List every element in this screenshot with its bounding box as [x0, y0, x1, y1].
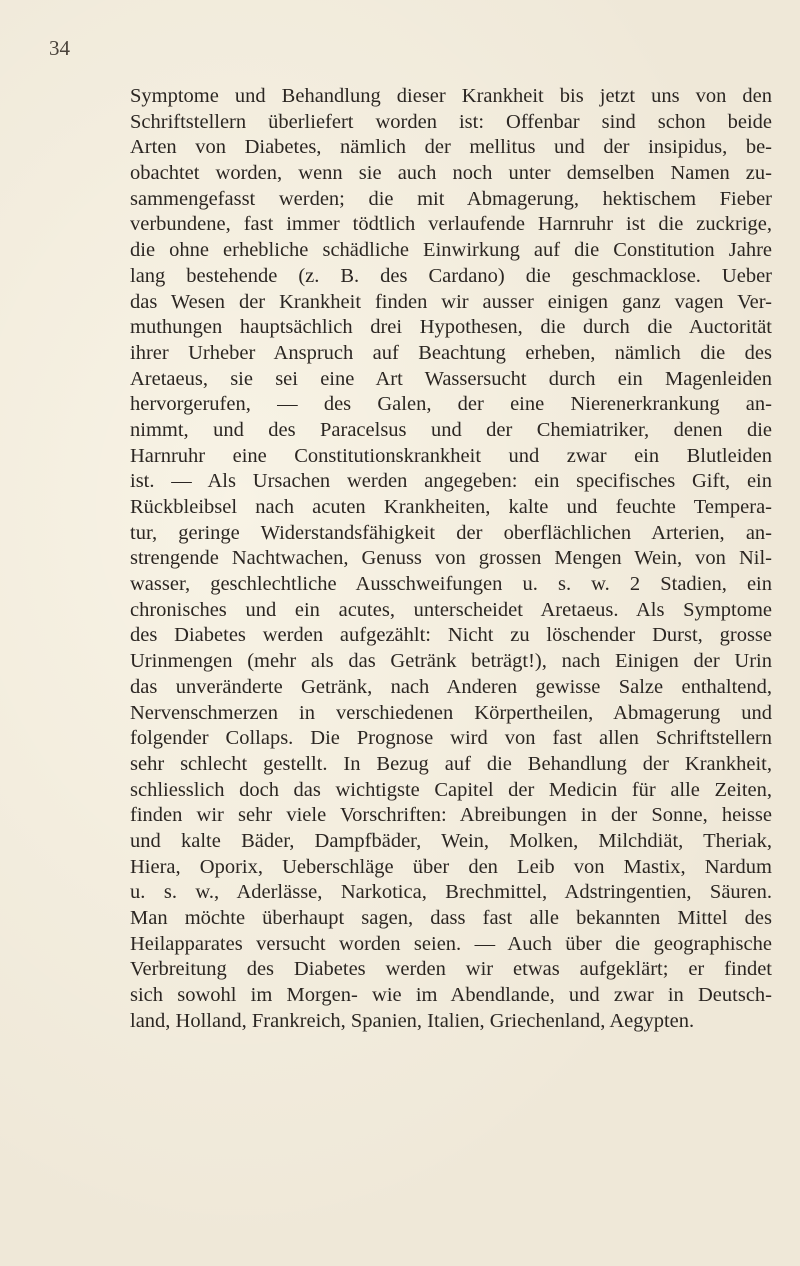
- text-line: chronisches und ein acutes, unterscheidet Aretaeus. Als Symptome: [130, 598, 772, 621]
- text-line: land, Holland, Frankreich, Spanien, Italien, Griechenland, Aegypten.: [130, 1009, 695, 1032]
- page-number: 34: [49, 36, 70, 60]
- text-line: lang bestehende (z. B. des Cardano) die geschmacklose. Ueber: [130, 264, 772, 287]
- text-line: finden wir sehr viele Vorschriften: Abreibungen in der Sonne, heisse: [130, 804, 772, 827]
- text-line: verbundene, fast immer tödtlich verlaufende Harnruhr ist die zuckrige,: [130, 213, 772, 236]
- text-line: folgender Collaps. Die Prognose wird von fast allen Schriftstellern: [130, 727, 772, 750]
- text-line: Aretaeus, sie sei eine Art Wassersucht durch ein Magenleiden: [130, 367, 772, 390]
- text-line: Nervenschmerzen in verschiedenen Körpertheilen, Abmagerung und: [130, 701, 772, 724]
- text-line: tur, geringe Widerstandsfähigkeit der oberflächlichen Arterien, an-: [130, 521, 772, 544]
- text-line: das unveränderte Getränk, nach Anderen gewisse Salze enthaltend,: [130, 675, 772, 698]
- text-line: muthungen hauptsächlich drei Hypothesen, die durch die Auctorität: [130, 316, 772, 339]
- body-text: [130, 84, 772, 1034]
- text-line: die ohne erhebliche schädliche Einwirkung auf die Constitution Jahre: [130, 239, 772, 262]
- text-line: das Wesen der Krankheit finden wir ausser einigen ganz vagen Ver-: [130, 290, 772, 313]
- text-line: Symptome und Behandlung dieser Krankheit bis jetzt uns von den: [130, 85, 772, 107]
- text-line: des Diabetes werden aufgezählt: Nicht zu löschender Durst, grosse: [130, 624, 772, 647]
- text-line: sehr schlecht gestellt. In Bezug auf die Behandlung der Krankheit,: [130, 752, 772, 775]
- text-line: Arten von Diabetes, nämlich der mellitus und der insipidus, be-: [130, 136, 772, 159]
- text-line: u. s. w., Aderlässe, Narkotica, Brechmittel, Adstringentien, Säuren.: [130, 881, 772, 904]
- text-line: Schriftstellern überliefert worden ist: Offenbar sind schon beide: [130, 110, 772, 133]
- text-line: ihrer Urheber Anspruch auf Beachtung erheben, nämlich die des: [130, 341, 772, 364]
- text-line: sammengefasst werden; die mit Abmagerung, hektischem Fieber: [130, 187, 772, 210]
- text-line: und kalte Bäder, Dampfbäder, Wein, Molken, Milchdiät, Theriak,: [130, 829, 772, 852]
- text-line: ist. — Als Ursachen werden angegeben: ein specifisches Gift, ein: [130, 470, 772, 493]
- text-line: Heilapparates versucht worden seien. — Auch über die geographische: [130, 932, 772, 955]
- text-line: Hiera, Oporix, Ueberschläge über den Leib von Mastix, Nardum: [130, 855, 772, 878]
- text-line: Verbreitung des Diabetes werden wir etwas aufgeklärt; er findet: [130, 958, 772, 981]
- text-line: obachtet worden, wenn sie auch noch unter demselben Namen zu-: [130, 162, 772, 185]
- text-line: schliesslich doch das wichtigste Capitel der Medicin für alle Zeiten,: [130, 778, 772, 801]
- text-line: Rückbleibsel nach acuten Krankheiten, kalte und feuchte Tempera-: [130, 496, 772, 518]
- text-line: Urinmengen (mehr als das Getränk beträgt!), nach Einigen der Urin: [130, 650, 772, 673]
- text-line: nimmt, und des Paracelsus und der Chemiatriker, denen die: [130, 418, 772, 441]
- text-line: hervorgerufen, — des Galen, der eine Nierenerkrankung an-: [130, 393, 772, 416]
- text-line: strengende Nachtwachen, Genuss von grossen Mengen Wein, von Nil-: [130, 547, 772, 570]
- text-line: Man möchte überhaupt sagen, dass fast alle bekannten Mittel des: [130, 907, 772, 929]
- text-line: Harnruhr eine Constitutionskrankheit und zwar ein Blutleiden: [130, 444, 772, 467]
- text-line: wasser, geschlechtliche Ausschweifungen u. s. w. 2 Stadien, ein: [130, 573, 772, 596]
- text-line: sich sowohl im Morgen- wie im Abendlande, und zwar in Deutsch-: [130, 984, 772, 1007]
